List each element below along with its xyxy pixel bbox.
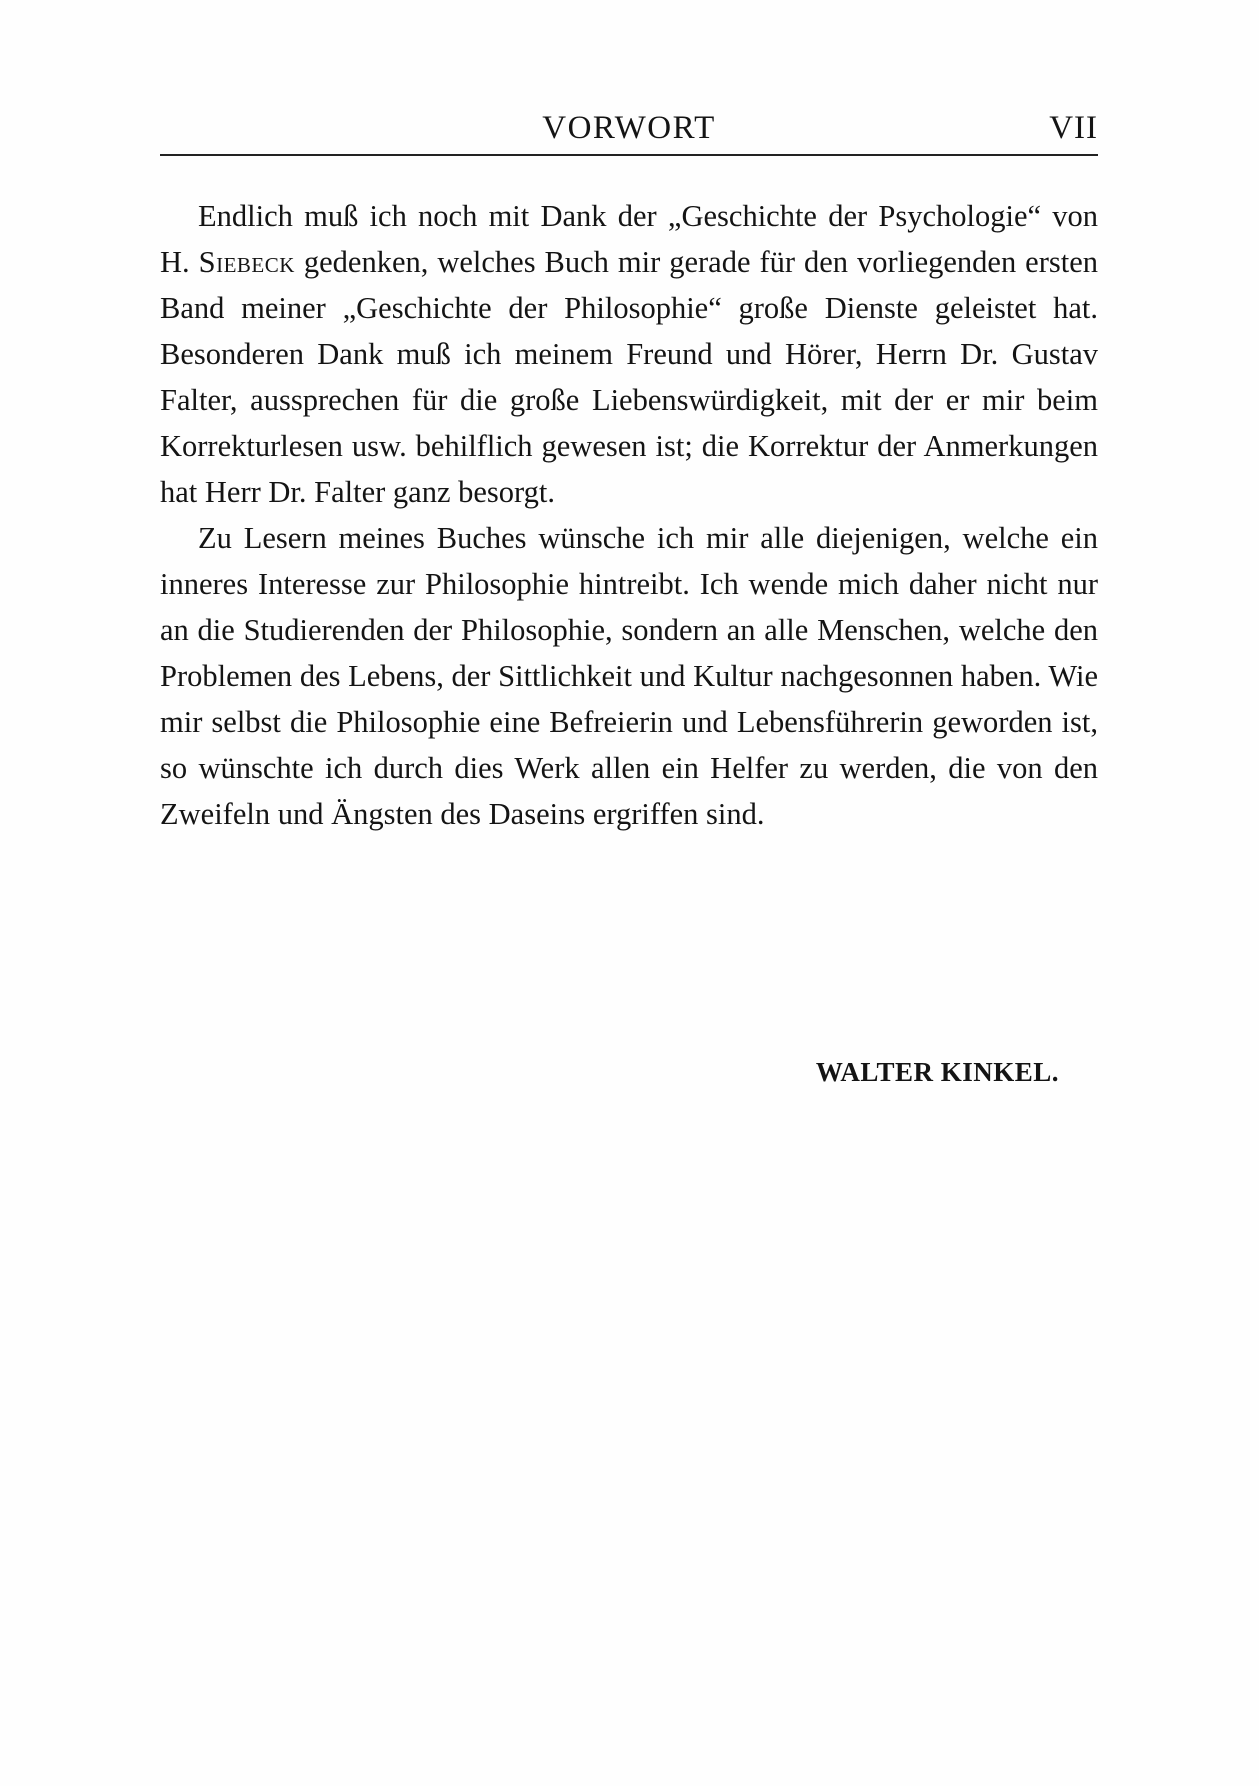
running-header xyxy=(160,106,1098,150)
paragraph-acknowledgements xyxy=(160,193,1098,515)
paragraph-text: Endlich muß ich noch mit Dank der „Geschichte der Psychologie“ von H. xyxy=(160,199,1098,279)
preface-body xyxy=(160,193,1098,837)
author-signature: WALTER KINKEL. xyxy=(815,1057,1059,1087)
page-number: VII xyxy=(1049,110,1098,146)
author-name-siebeck: Siebeck xyxy=(198,245,295,279)
paragraph-text: gedenken, welches Buch mir gerade für den vorliegenden ersten Band meiner „Geschichte der Philosophie“ große Dienste geleistet hat. Besonderen Dank muß ich meinem Freund und Hörer, Herrn Dr. Gustav Falter, aussprechen für die große Liebenswürdigkeit, mit der er mir beim Korrekturlesen usw. behilflich gewesen ist; die Korrektur der Anmerkungen hat Herr Dr. Falter ganz besorgt. xyxy=(160,245,1098,509)
header-rule xyxy=(160,154,1098,156)
running-title: VORWORT xyxy=(542,110,716,146)
paragraph-readers: Zu Lesern meines Buches wünsche ich mir alle diejenigen, welche ein inneres Interesse zur Philosophie hintreibt. Ich wende mich daher nicht nur an die Studierenden der Philosophie, sondern an alle Menschen, welche den Problemen des Lebens, der Sittlichkeit und Kultur nachgesonnen haben. Wie mir selbst die Philosophie eine Befreierin und Lebensführerin geworden ist, so wünschte ich durch dies Werk allen ein Helfer zu werden, die von den Zweifeln und Ängsten des Daseins ergriffen sind. xyxy=(160,521,1098,831)
